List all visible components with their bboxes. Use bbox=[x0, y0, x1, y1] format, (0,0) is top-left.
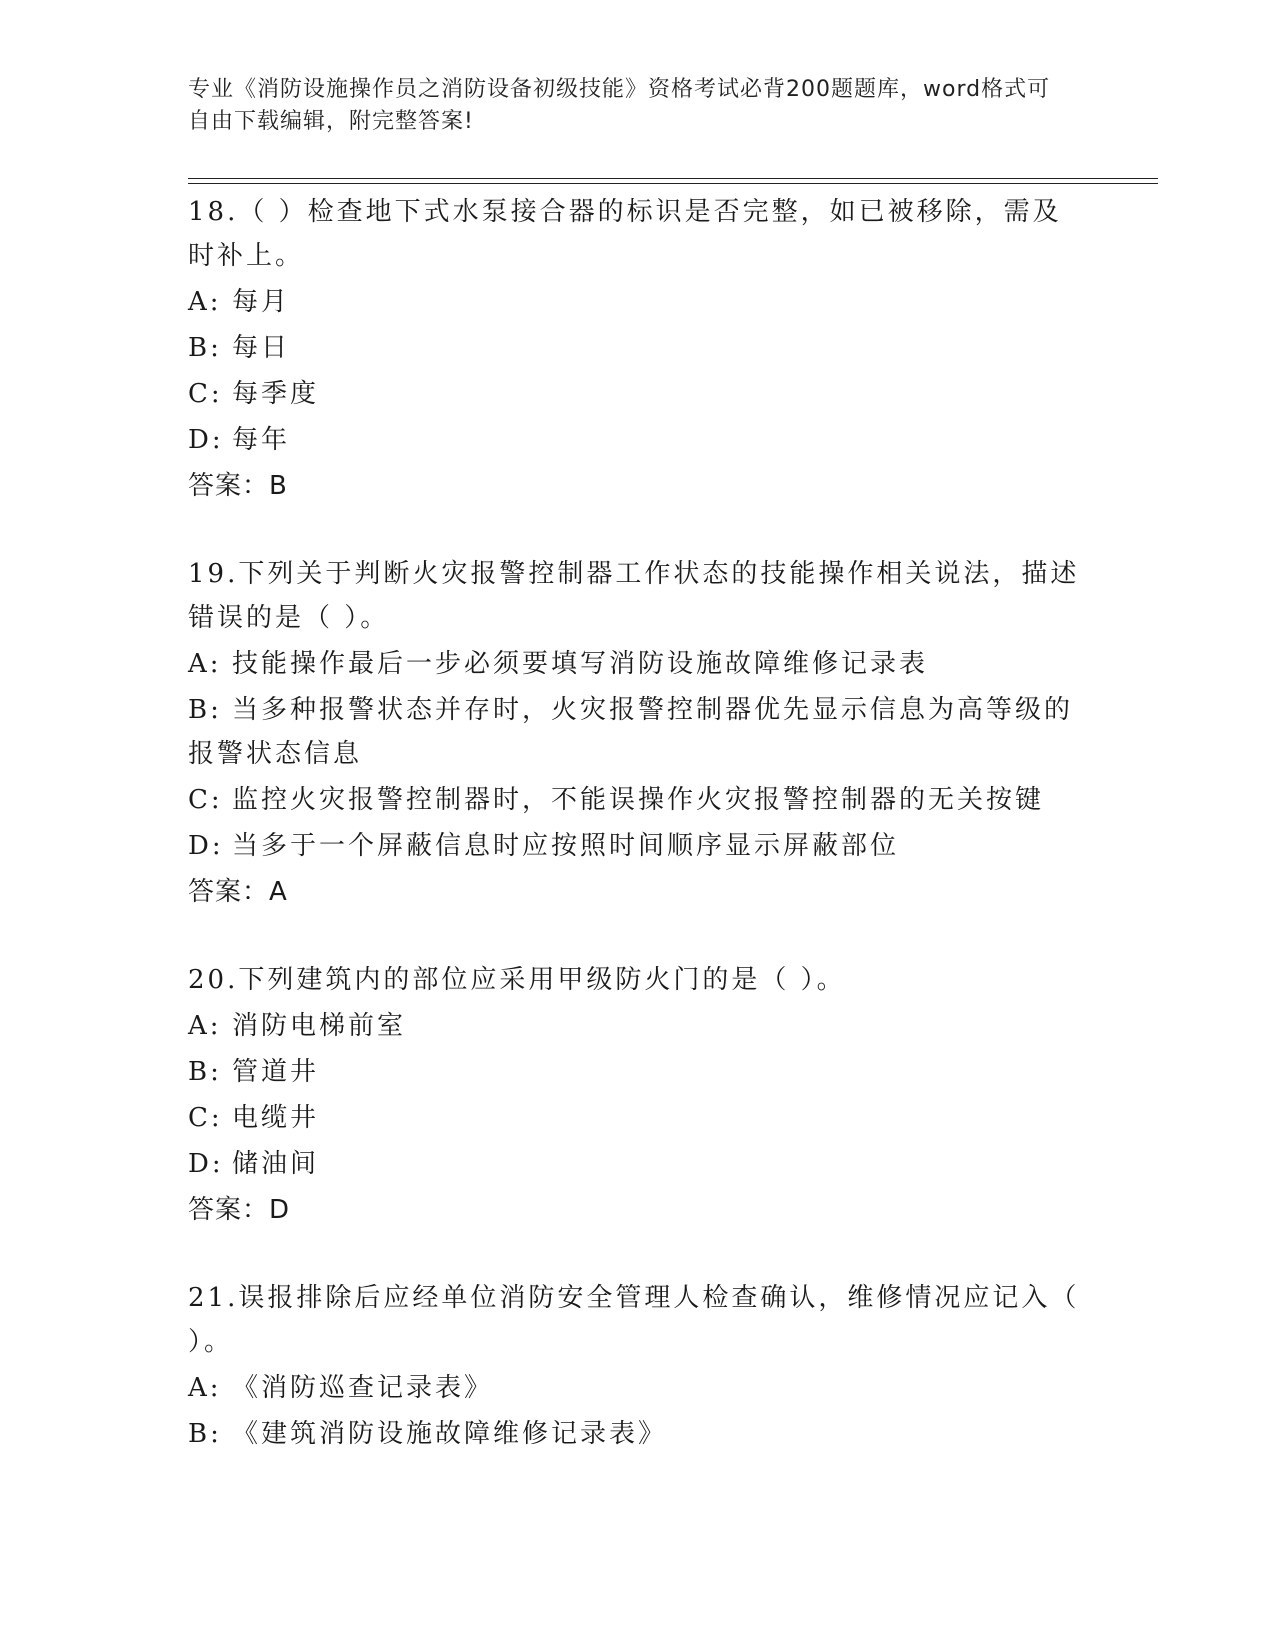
question-stem: 18.（ ）检查地下式水泵接合器的标识是否完整，如已被移除，需及时补上。 bbox=[188, 197, 1062, 271]
question-spacer bbox=[188, 508, 1088, 552]
option-text: 每季度 bbox=[232, 379, 320, 409]
option-text: 技能操作最后一步必须要填写消防设施故障维修记录表 bbox=[232, 649, 929, 679]
option-a bbox=[188, 280, 1088, 324]
option-a bbox=[188, 642, 1088, 686]
option-c bbox=[188, 778, 1088, 822]
option-label: B: bbox=[188, 333, 222, 363]
option-text: 消防电梯前室 bbox=[232, 1011, 407, 1041]
question-20 bbox=[188, 958, 1088, 1232]
option-text: 《消防巡查记录表》 bbox=[232, 1373, 494, 1403]
option-c bbox=[188, 1096, 1088, 1140]
question-stem: 21.误报排除后应经单位消防安全管理人检查确认，维修情况应记入（ ）。 bbox=[188, 1283, 1080, 1357]
option-label: B: bbox=[188, 695, 222, 725]
option-d bbox=[188, 418, 1088, 462]
answer: 答案：D bbox=[188, 1195, 291, 1225]
option-d bbox=[188, 824, 1088, 868]
option-label: B: bbox=[188, 1419, 222, 1449]
option-c bbox=[188, 372, 1088, 416]
header-divider-top bbox=[188, 178, 1158, 179]
option-text: 每日 bbox=[232, 333, 291, 363]
option-text: 管道井 bbox=[232, 1057, 320, 1087]
document-header: 专业《消防设施操作员之消防设备初级技能》资格考试必背200题题库，word格式可自由下载编辑，附完整答案! bbox=[188, 77, 1051, 134]
option-label: C: bbox=[188, 785, 223, 815]
option-text: 当多种报警状态并存时，火灾报警控制器优先显示信息为高等级的报警状态信息 bbox=[188, 695, 1074, 769]
option-text: 监控火灾报警控制器时，不能误操作火灾报警控制器的无关按键 bbox=[232, 785, 1045, 815]
option-a bbox=[188, 1366, 1088, 1410]
option-label: C: bbox=[188, 379, 223, 409]
question-stem: 19.下列关于判断火灾报警控制器工作状态的技能操作相关说法，描述错误的是（ ）。 bbox=[188, 559, 1080, 633]
header-divider-bottom bbox=[188, 183, 1158, 184]
option-label: A: bbox=[188, 649, 222, 679]
option-text: 当多于一个屏蔽信息时应按照时间顺序显示屏蔽部位 bbox=[232, 831, 900, 861]
option-label: A: bbox=[188, 287, 222, 317]
option-a bbox=[188, 1004, 1088, 1048]
option-b bbox=[188, 1050, 1088, 1094]
option-label: D: bbox=[188, 1149, 224, 1179]
option-text: 每月 bbox=[232, 287, 291, 317]
question-21 bbox=[188, 1276, 1088, 1456]
option-text: 电缆井 bbox=[232, 1103, 320, 1133]
answer: 答案：A bbox=[188, 877, 288, 907]
option-b bbox=[188, 1412, 1088, 1456]
question-spacer bbox=[188, 1232, 1088, 1276]
option-text: 储油间 bbox=[232, 1149, 320, 1179]
option-text: 《建筑消防设施故障维修记录表》 bbox=[232, 1419, 668, 1449]
option-label: A: bbox=[188, 1373, 222, 1403]
option-label: B: bbox=[188, 1057, 222, 1087]
option-label: D: bbox=[188, 425, 224, 455]
question-18 bbox=[188, 190, 1088, 508]
answer: 答案：B bbox=[188, 471, 288, 501]
question-list bbox=[188, 190, 1088, 1456]
option-text: 每年 bbox=[232, 425, 291, 455]
option-label: D: bbox=[188, 831, 224, 861]
option-b bbox=[188, 688, 1088, 776]
option-b bbox=[188, 326, 1088, 370]
option-label: A: bbox=[188, 1011, 222, 1041]
question-stem: 20.下列建筑内的部位应采用甲级防火门的是（ ）。 bbox=[188, 965, 846, 995]
option-d bbox=[188, 1142, 1088, 1186]
option-label: C: bbox=[188, 1103, 223, 1133]
question-19 bbox=[188, 552, 1088, 914]
question-spacer bbox=[188, 914, 1088, 958]
